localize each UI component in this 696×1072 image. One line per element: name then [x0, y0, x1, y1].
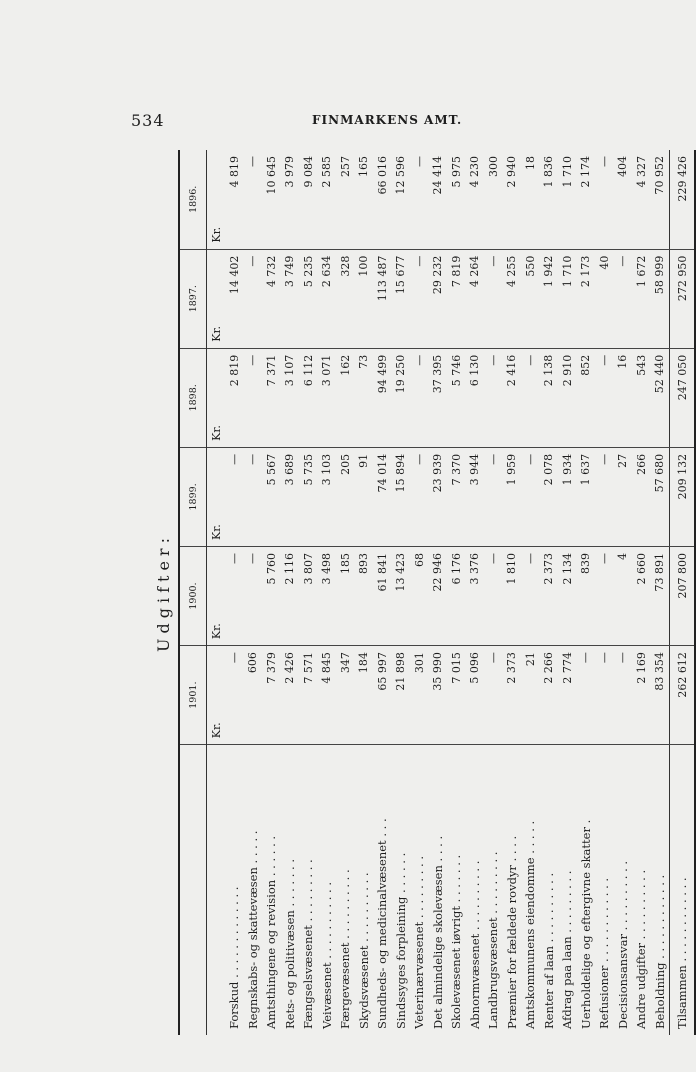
- table-row: [225, 150, 244, 1035]
- value-cell: 1 959: [503, 447, 522, 546]
- value-cell: 91: [355, 447, 374, 546]
- table-row: [577, 150, 596, 1035]
- value-cell: 73: [355, 348, 374, 447]
- value-cell: 1 934: [558, 447, 577, 546]
- value-cell: 165: [355, 150, 374, 249]
- value-cell: 852: [577, 348, 596, 447]
- value-cell: 1 942: [540, 249, 559, 348]
- unit-cell: Kr.: [207, 150, 226, 249]
- value-cell: 2 426: [281, 646, 300, 745]
- year-header: 1898.: [179, 348, 207, 447]
- unit-cell: Kr.: [207, 249, 226, 348]
- value-cell: 3 376: [466, 546, 485, 645]
- row-label: Færgevæsenet . . . . . . . . . .: [338, 869, 353, 1029]
- value-cell: 893: [355, 546, 374, 645]
- row-label: Rets- og politivæsen . . . . . . .: [282, 858, 297, 1029]
- value-cell: 839: [577, 546, 596, 645]
- row-label: Skolevæsenet iøvrigt . . . . . . .: [449, 854, 464, 1029]
- value-cell: 100: [355, 249, 374, 348]
- row-label: Veterinærvæsenet . . . . . . . . .: [412, 855, 427, 1029]
- unit-cell: Kr.: [207, 348, 226, 447]
- value-cell: 3 498: [318, 546, 337, 645]
- value-cell: 4 230: [466, 150, 485, 249]
- value-cell: 4 819: [225, 150, 244, 249]
- table-row: [429, 150, 448, 1035]
- unit-row: [207, 150, 226, 1035]
- row-label: Præmier for fældede rovdyr . . . .: [504, 835, 519, 1029]
- value-cell: 18: [521, 150, 540, 249]
- year-header: 1896.: [179, 150, 207, 249]
- value-cell: 4 732: [262, 249, 281, 348]
- value-cell: 10 645: [262, 150, 281, 249]
- value-cell: 12 596: [392, 150, 411, 249]
- value-cell: 2 266: [540, 646, 559, 745]
- value-cell: 1 710: [558, 150, 577, 249]
- value-cell: —: [410, 150, 429, 249]
- value-cell: 7 819: [447, 249, 466, 348]
- year-header: 1900.: [179, 546, 207, 645]
- value-cell: 15 677: [392, 249, 411, 348]
- value-cell: —: [521, 348, 540, 447]
- value-cell: 2 634: [318, 249, 337, 348]
- value-cell: 2 173: [577, 249, 596, 348]
- value-cell: 2 373: [503, 646, 522, 745]
- value-cell: 3 689: [281, 447, 300, 546]
- value-cell: —: [225, 447, 244, 546]
- row-label: Amtsthingene og revision . . . . . .: [264, 835, 279, 1029]
- row-label: Sindssyges forpleining . . . . . .: [393, 852, 408, 1029]
- row-label: Sundheds- og medicinalvæsenet . . .: [375, 818, 390, 1029]
- value-cell: —: [410, 447, 429, 546]
- value-cell: 22 946: [429, 546, 448, 645]
- table-row: [410, 150, 429, 1035]
- row-label: Amtskommunens eiendomme . . . . .: [523, 820, 538, 1029]
- value-cell: 3 107: [281, 348, 300, 447]
- total-row: [670, 150, 696, 1035]
- value-cell: 29 232: [429, 249, 448, 348]
- value-cell: 68: [410, 546, 429, 645]
- value-cell: 61 841: [373, 546, 392, 645]
- value-cell: 7 379: [262, 646, 281, 745]
- value-cell: 5 746: [447, 348, 466, 447]
- value-cell: —: [484, 249, 503, 348]
- value-cell: 2 585: [318, 150, 337, 249]
- value-cell: 550: [521, 249, 540, 348]
- year-header: 1897.: [179, 249, 207, 348]
- value-cell: 1 810: [503, 546, 522, 645]
- unit-label-cell: [207, 745, 226, 1035]
- value-cell: 328: [336, 249, 355, 348]
- table-row: [558, 150, 577, 1035]
- row-label: Det almindelige skolevæsen . . . .: [430, 835, 445, 1029]
- value-cell: 27: [614, 447, 633, 546]
- value-cell: 4: [614, 546, 633, 645]
- value-cell: 37 395: [429, 348, 448, 447]
- table-row: [336, 150, 355, 1035]
- value-cell: 5 235: [299, 249, 318, 348]
- value-cell: 6 176: [447, 546, 466, 645]
- value-cell: 606: [244, 646, 263, 745]
- value-cell: —: [577, 646, 596, 745]
- value-cell: 2 078: [540, 447, 559, 546]
- value-cell: 23 939: [429, 447, 448, 546]
- value-cell: —: [595, 447, 614, 546]
- value-cell: 2 138: [540, 348, 559, 447]
- value-cell: —: [595, 646, 614, 745]
- value-cell: 347: [336, 646, 355, 745]
- row-label: Veivæsenet . . . . . . . . . . .: [319, 881, 334, 1029]
- value-cell: —: [521, 546, 540, 645]
- row-label: Fængselsvæsenet . . . . . . . . .: [301, 859, 316, 1029]
- value-cell: 15 894: [392, 447, 411, 546]
- value-cell: 3 103: [318, 447, 337, 546]
- unit-cell: Kr.: [207, 646, 226, 745]
- table-row: [244, 150, 263, 1035]
- table-row: [466, 150, 485, 1035]
- value-cell: 7 370: [447, 447, 466, 546]
- row-label: Decisionsansvar . . . . . . . . . .: [615, 860, 630, 1029]
- value-cell: 205: [336, 447, 355, 546]
- value-cell: 1 836: [540, 150, 559, 249]
- value-cell: 404: [614, 150, 633, 249]
- row-label: Beholdning . . . . . . . . . . . .: [652, 874, 667, 1029]
- table-row: [355, 150, 374, 1035]
- value-cell: 2 116: [281, 546, 300, 645]
- rotated-table-block: [150, 150, 689, 1035]
- table-row: [299, 150, 318, 1035]
- value-cell: 1 637: [577, 447, 596, 546]
- row-label: Uerholdelige og eftergivne skatter .: [578, 819, 593, 1029]
- year-header: 1899.: [179, 447, 207, 546]
- value-cell: 2 134: [558, 546, 577, 645]
- value-cell: 9 084: [299, 150, 318, 249]
- value-cell: 3 944: [466, 447, 485, 546]
- row-label: Tilsammen . . . . . . . . . . . .: [670, 745, 696, 1035]
- label-column-header: [179, 745, 207, 1035]
- value-cell: 5 567: [262, 447, 281, 546]
- table-row: [521, 150, 540, 1035]
- value-cell: 2 819: [225, 348, 244, 447]
- value-cell: 3 071: [318, 348, 337, 447]
- table-row: [281, 150, 300, 1035]
- page-number: 534: [131, 111, 165, 130]
- value-cell: 247 050: [670, 348, 696, 447]
- value-cell: 58 999: [651, 249, 670, 348]
- value-cell: 5 760: [262, 546, 281, 645]
- row-label: Abnormvæsenet . . . . . . . . . .: [467, 860, 482, 1029]
- table-caption: Udgifter:: [154, 533, 173, 652]
- value-cell: 301: [410, 646, 429, 745]
- value-cell: —: [614, 249, 633, 348]
- row-label: Renter af laan . . . . . . . . . .: [541, 872, 556, 1029]
- value-cell: 1 672: [632, 249, 651, 348]
- value-cell: 162: [336, 348, 355, 447]
- value-cell: 70 952: [651, 150, 670, 249]
- table-body: [207, 150, 696, 1035]
- value-cell: —: [484, 646, 503, 745]
- value-cell: 13 423: [392, 546, 411, 645]
- value-cell: 21: [521, 646, 540, 745]
- value-cell: —: [244, 546, 263, 645]
- value-cell: 24 414: [429, 150, 448, 249]
- table-row: [614, 150, 633, 1035]
- value-cell: —: [244, 348, 263, 447]
- table-row: [503, 150, 522, 1035]
- value-cell: —: [595, 348, 614, 447]
- value-cell: 6 112: [299, 348, 318, 447]
- value-cell: 5 096: [466, 646, 485, 745]
- value-cell: —: [244, 249, 263, 348]
- value-cell: —: [244, 447, 263, 546]
- value-cell: 113 487: [373, 249, 392, 348]
- value-cell: 209 132: [670, 447, 696, 546]
- value-cell: 74 014: [373, 447, 392, 546]
- row-label: Andre udgifter . . . . . . . . . .: [634, 869, 649, 1029]
- value-cell: 35 990: [429, 646, 448, 745]
- row-label: Forskud . . . . . . . . . . . . .: [227, 886, 242, 1029]
- running-head: FINMARKENS AMT.: [312, 113, 463, 127]
- value-cell: —: [484, 447, 503, 546]
- table-row: [540, 150, 559, 1035]
- value-cell: —: [614, 646, 633, 745]
- value-cell: —: [225, 546, 244, 645]
- value-cell: 207 800: [670, 546, 696, 645]
- value-cell: 2 940: [503, 150, 522, 249]
- expenditure-table: [178, 150, 696, 1035]
- table-row: [262, 150, 281, 1035]
- value-cell: 2 174: [577, 150, 596, 249]
- year-header-row: [179, 150, 207, 1035]
- unit-cell: Kr.: [207, 546, 226, 645]
- value-cell: 2 910: [558, 348, 577, 447]
- value-cell: 3 807: [299, 546, 318, 645]
- table-row: [595, 150, 614, 1035]
- value-cell: 5 975: [447, 150, 466, 249]
- value-cell: 7 015: [447, 646, 466, 745]
- table-row: [632, 150, 651, 1035]
- value-cell: 1 710: [558, 249, 577, 348]
- value-cell: 6 130: [466, 348, 485, 447]
- year-header: 1901.: [179, 646, 207, 745]
- table-row: [318, 150, 337, 1035]
- value-cell: —: [225, 646, 244, 745]
- row-label: Skydsvæsenet . . . . . . . . . .: [356, 872, 371, 1029]
- value-cell: 66 016: [373, 150, 392, 249]
- value-cell: —: [595, 546, 614, 645]
- value-cell: 300: [484, 150, 503, 249]
- value-cell: 2 416: [503, 348, 522, 447]
- value-cell: 7 371: [262, 348, 281, 447]
- row-label: Regnskabs- og skattevæsen . . . . .: [245, 830, 260, 1029]
- value-cell: 2 169: [632, 646, 651, 745]
- value-cell: 266: [632, 447, 651, 546]
- row-label: Refusioner . . . . . . . . . . . .: [597, 877, 612, 1029]
- table-row: [484, 150, 503, 1035]
- value-cell: 73 891: [651, 546, 670, 645]
- value-cell: 3 979: [281, 150, 300, 249]
- value-cell: 543: [632, 348, 651, 447]
- value-cell: 21 898: [392, 646, 411, 745]
- value-cell: 257: [336, 150, 355, 249]
- value-cell: 2 774: [558, 646, 577, 745]
- value-cell: 94 499: [373, 348, 392, 447]
- value-cell: 65 997: [373, 646, 392, 745]
- value-cell: 262 612: [670, 646, 696, 745]
- value-cell: 2 660: [632, 546, 651, 645]
- value-cell: 52 440: [651, 348, 670, 447]
- value-cell: —: [484, 348, 503, 447]
- unit-cell: Kr.: [207, 447, 226, 546]
- table-row: [392, 150, 411, 1035]
- value-cell: —: [521, 447, 540, 546]
- value-cell: 7 571: [299, 646, 318, 745]
- value-cell: 4 255: [503, 249, 522, 348]
- value-cell: 83 354: [651, 646, 670, 745]
- value-cell: 5 735: [299, 447, 318, 546]
- row-label: Afdrag paa laan . . . . . . . . .: [560, 870, 575, 1029]
- value-cell: 57 680: [651, 447, 670, 546]
- value-cell: —: [595, 150, 614, 249]
- value-cell: 3 749: [281, 249, 300, 348]
- value-cell: —: [410, 249, 429, 348]
- value-cell: —: [244, 150, 263, 249]
- value-cell: 229 426: [670, 150, 696, 249]
- value-cell: 16: [614, 348, 633, 447]
- table-row: [447, 150, 466, 1035]
- value-cell: 4 327: [632, 150, 651, 249]
- table-row: [651, 150, 670, 1035]
- value-cell: 4 264: [466, 249, 485, 348]
- row-label: Landbrugsvæsenet . . . . . . . . .: [486, 851, 501, 1029]
- value-cell: 2 373: [540, 546, 559, 645]
- value-cell: —: [410, 348, 429, 447]
- value-cell: 185: [336, 546, 355, 645]
- value-cell: 272 950: [670, 249, 696, 348]
- value-cell: 40: [595, 249, 614, 348]
- value-cell: 19 250: [392, 348, 411, 447]
- value-cell: —: [484, 546, 503, 645]
- value-cell: 4 845: [318, 646, 337, 745]
- table-row: [373, 150, 392, 1035]
- value-cell: 184: [355, 646, 374, 745]
- value-cell: 14 402: [225, 249, 244, 348]
